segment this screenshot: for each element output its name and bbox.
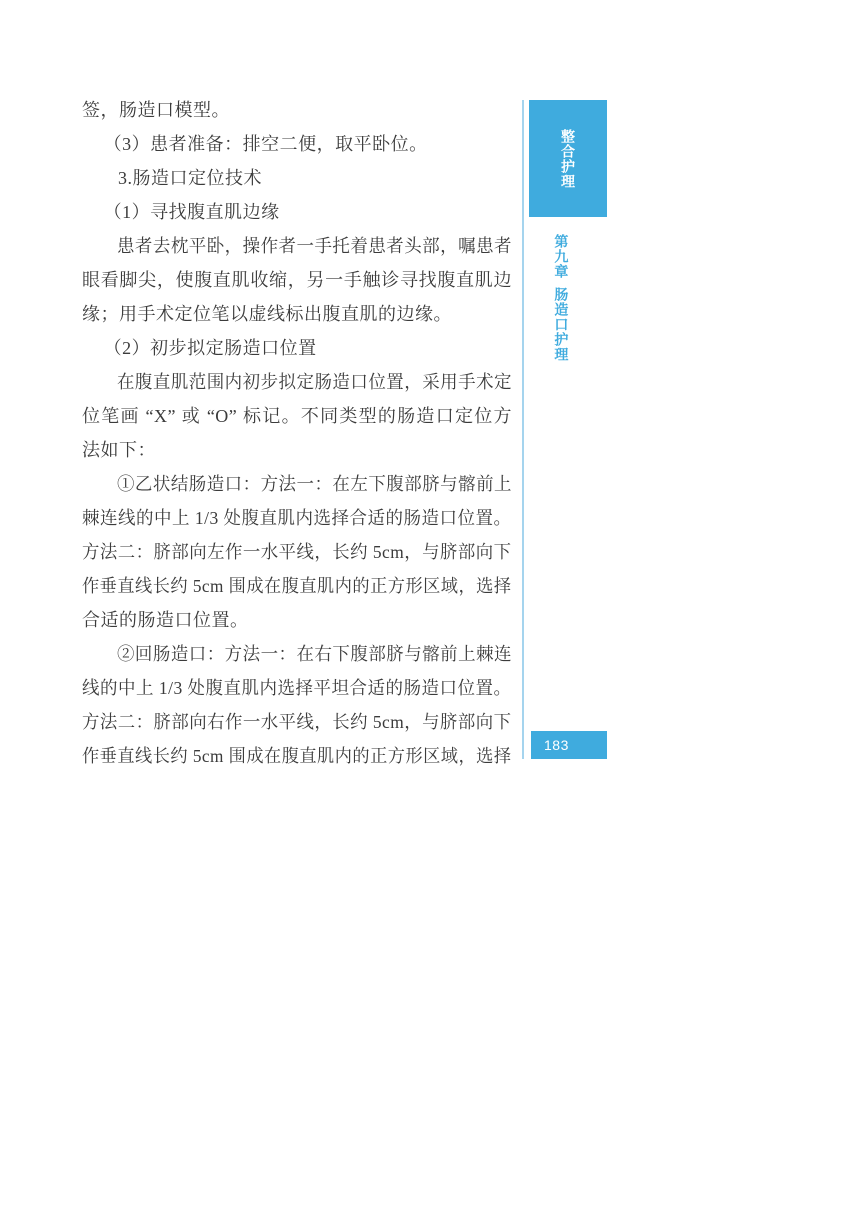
text-line: （1）寻找腹直肌边缘 <box>103 202 280 222</box>
text-line: 作垂直线长约 5cm 围成在腹直肌内的正方形区域，选择 <box>82 576 512 596</box>
text-line: 3.肠造口定位技术 <box>118 168 262 188</box>
chapter-number: 第九章 <box>552 234 568 279</box>
text-line: 合适的肠造口位置。 <box>82 610 249 630</box>
text-line: 法如下： <box>82 440 156 460</box>
text-line: 签，肠造口模型。 <box>82 100 230 120</box>
text-line: 眼看脚尖，使腹直肌收缩，另一手触诊寻找腹直肌边 <box>82 270 512 290</box>
text-line: 作垂直线长约 5cm 围成在腹直肌内的正方形区域，选择 <box>82 746 512 766</box>
text-line: 方法二：脐部向右作一水平线，长约 5cm，与脐部向下 <box>82 712 512 732</box>
text-line: 缘；用手术定位笔以虚线标出腹直肌的边缘。 <box>82 304 452 324</box>
text-line: （3）患者准备：排空二便，取平卧位。 <box>103 134 428 154</box>
text-line: ②回肠造口：方法一：在右下腹部脐与髂前上棘连 <box>116 644 512 664</box>
body-text <box>82 93 512 773</box>
text-line: 线的中上 1/3 处腹直肌内选择平坦合适的肠造口位置。 <box>82 678 512 698</box>
text-line: 在腹直肌范围内初步拟定肠造口位置，采用手术定 <box>116 372 512 392</box>
text-line: ①乙状结肠造口：方法一：在左下腹部脐与髂前上 <box>116 474 512 494</box>
page-number-badge <box>531 731 607 759</box>
chapter-label <box>529 234 589 362</box>
series-title: 整合护理 <box>560 128 576 189</box>
series-banner <box>529 100 607 217</box>
text-line: 方法二：脐部向左作一水平线，长约 5cm，与脐部向下 <box>82 542 512 562</box>
chapter-title: 肠造口护理 <box>552 287 568 362</box>
text-line: 棘连线的中上 1/3 处腹直肌内选择合适的肠造口位置。 <box>82 508 512 528</box>
page-number: 183 <box>544 737 569 753</box>
text-line: 位笔画 “X” 或 “O” 标记。不同类型的肠造口定位方 <box>82 406 512 426</box>
text-line: （2）初步拟定肠造口位置 <box>103 338 317 358</box>
text-line: 患者去枕平卧，操作者一手托着患者头部，嘱患者 <box>116 236 512 256</box>
sidebar-rule <box>522 100 524 759</box>
